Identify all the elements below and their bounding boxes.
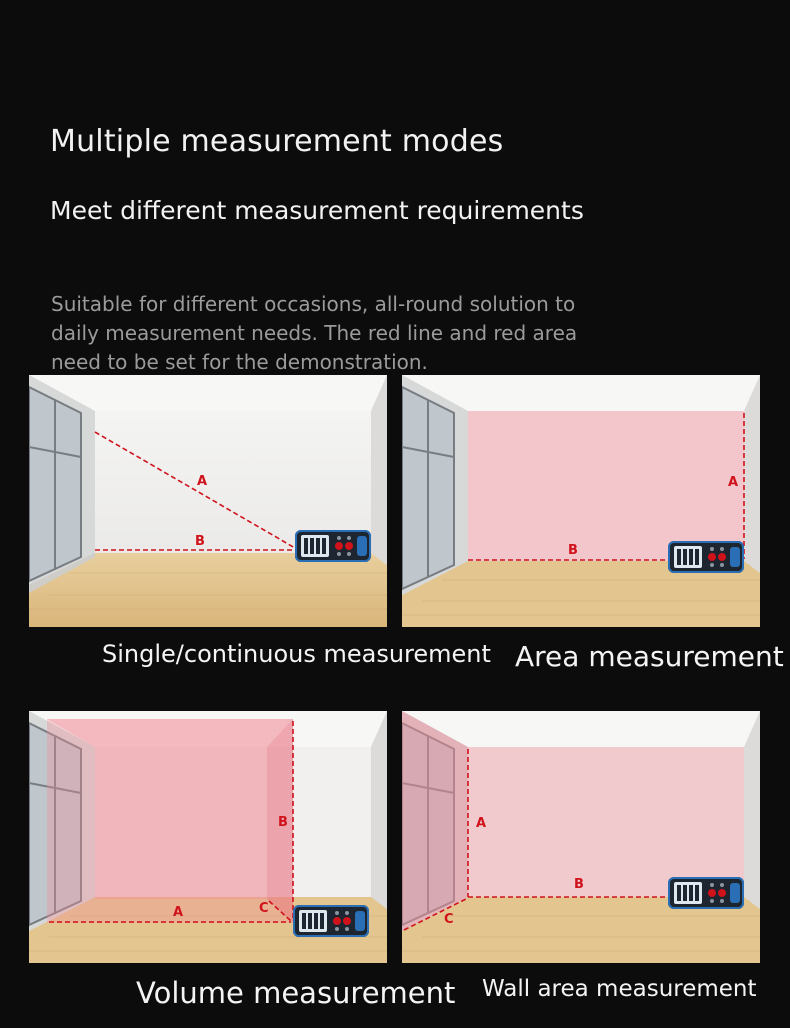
mode-panel-single	[29, 375, 387, 627]
mode-panel-area	[402, 375, 760, 627]
label-b: B	[568, 543, 578, 558]
label-b: B	[574, 877, 584, 892]
mode-panel-volume	[29, 711, 387, 963]
caption-volume: Volume measurement	[136, 976, 456, 1010]
label-a: A	[173, 905, 184, 920]
page-subtitle: Meet different measurement requirements	[50, 196, 584, 225]
label-c: C	[444, 912, 454, 927]
label-b: B	[195, 534, 205, 549]
page-description: Suitable for different occasions, all-round solution to daily measurement needs. The red line and red area need to be set for the demonstration.	[51, 292, 578, 374]
mode-panel-wall-area	[402, 711, 760, 963]
label-a: A	[728, 475, 739, 490]
label-a: A	[197, 474, 208, 489]
laser-distance-meter-icon	[295, 530, 371, 562]
caption-wall-area: Wall area measurement	[482, 976, 757, 1002]
label-b: B	[278, 815, 288, 830]
laser-distance-meter-icon	[668, 877, 744, 909]
caption-single: Single/continuous measurement	[102, 640, 491, 668]
caption-area: Area measurement	[515, 640, 784, 673]
laser-distance-meter-icon	[293, 905, 369, 937]
label-c: C	[259, 901, 269, 916]
laser-distance-meter-icon	[668, 541, 744, 573]
label-a: A	[476, 816, 487, 831]
page-title: Multiple measurement modes	[50, 124, 504, 159]
